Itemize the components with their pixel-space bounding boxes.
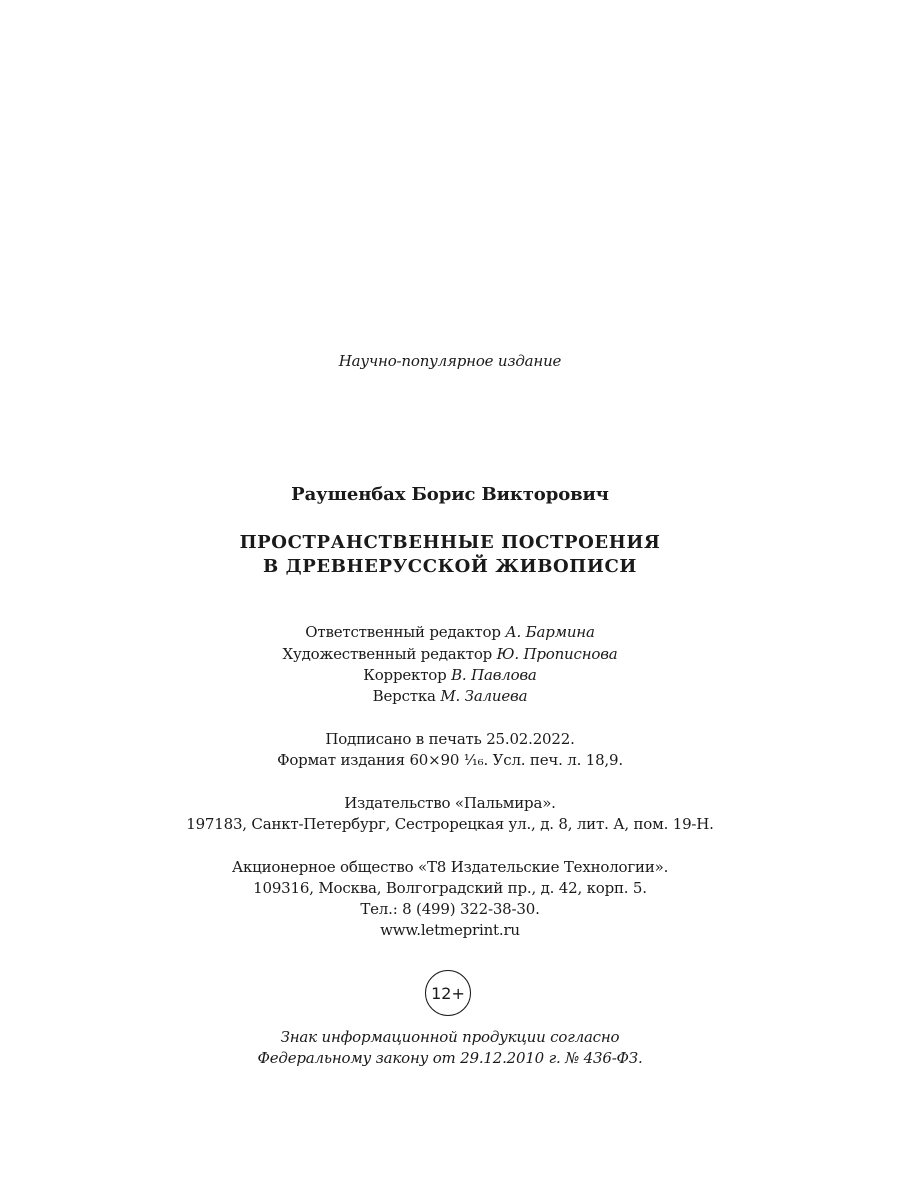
printer-phone: Тел.: 8 (499) 322-38-30. [360, 900, 540, 918]
law-notice-line-1: Знак информационной продукции согласно [280, 1028, 620, 1046]
staff-role: Ответственный редактор [305, 623, 501, 641]
author-name: Раушенбах Борис Викторович [291, 484, 609, 505]
staff-role: Верстка [372, 687, 436, 705]
edition-format: Формат издания 60×90 ¹⁄₁₆. Усл. печ. л. 18,9. [277, 751, 623, 769]
staff-line-editor [0, 623, 900, 641]
staff-role: Корректор [363, 666, 447, 684]
publisher-name: Издательство «Пальмира». [344, 794, 556, 812]
publisher-address: 197183, Санкт-Петербург, Сестрорецкая ул., д. 8, лит. А, пом. 19-Н. [186, 815, 714, 833]
staff-line-proofreader [0, 666, 900, 684]
law-notice-line-2: Федеральному закону от 29.12.2010 г. № 436-ФЗ. [257, 1049, 643, 1067]
printer-address: 109316, Москва, Волгоградский пр., д. 42, корп. 5. [253, 879, 647, 897]
printer-name: Акционерное общество «Т8 Издательские Технологии». [231, 858, 669, 876]
staff-line-art-editor [0, 645, 900, 663]
book-title-line-1: ПРОСТРАНСТВЕННЫЕ ПОСТРОЕНИЯ [239, 532, 661, 553]
staff-name: Ю. Прописнова [496, 645, 618, 663]
signed-to-print: Подписано в печать 25.02.2022. [325, 730, 575, 748]
staff-role: Художественный редактор [282, 645, 493, 663]
staff-name: М. Залиева [440, 687, 528, 705]
book-title-line-2: В ДРЕВНЕРУССКОЙ ЖИВОПИСИ [262, 556, 638, 577]
staff-name: А. Бармина [505, 623, 595, 641]
edition-type: Научно-популярное издание [338, 352, 562, 370]
staff-name: В. Павлова [451, 666, 537, 684]
printer-website: www.letmeprint.ru [380, 921, 520, 939]
age-rating-badge: 12+ [425, 970, 471, 1016]
staff-line-layout [0, 687, 900, 705]
